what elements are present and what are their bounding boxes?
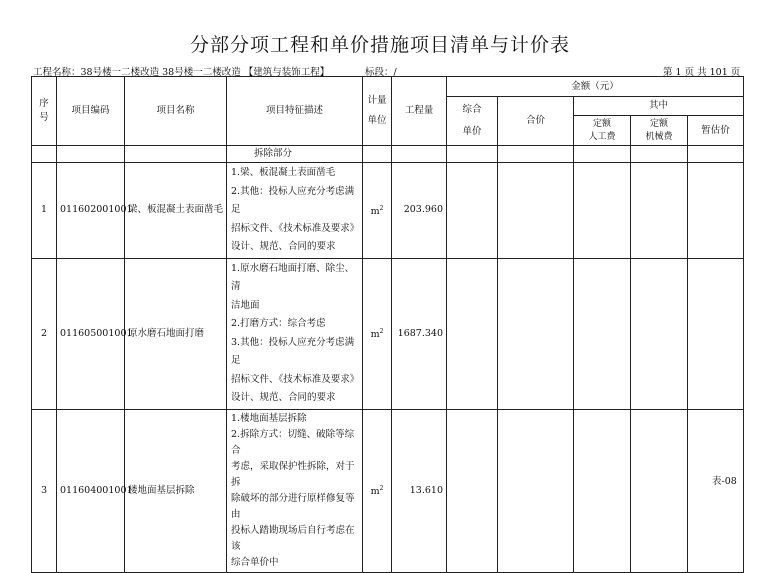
project-name: 工程名称：38号楼一二楼改造 38号楼一二楼改造 【建筑与装饰工程】 — [33, 67, 330, 78]
unit-sup: 2 — [379, 204, 384, 212]
header-row-1 — [32, 77, 744, 97]
row-name: 楼地面基层拆除 — [125, 409, 227, 572]
desc-line: 2.打磨方式：综合考虑 — [231, 318, 326, 329]
desc-line: 招标文件、《技术标准及要求》 — [231, 373, 360, 385]
header-machine-line2: 机械费 — [645, 131, 673, 142]
desc-line: 1.楼地面基层拆除 — [231, 412, 307, 424]
desc-line: 设计、规范、合同的要求 — [231, 392, 336, 403]
header-labor — [574, 116, 631, 146]
desc-line: 3.其他：投标人应充分考虑满足 — [231, 336, 355, 366]
unit-text: m — [370, 329, 380, 341]
header-labor-line2: 人工费 — [588, 131, 616, 142]
desc-line: 1.原水磨石地面打磨、除尘、清 — [231, 262, 355, 292]
header-qty: 工程量 — [392, 77, 447, 146]
header-total: 合价 — [498, 97, 574, 146]
header-code: 项目编码 — [57, 77, 125, 146]
desc-line: 设计、规范、合同的要求 — [231, 241, 336, 252]
row-desc — [227, 409, 363, 572]
row-qty: 203.960 — [392, 163, 447, 259]
header-of-which: 其中 — [574, 97, 744, 116]
section-label: 标段：/ — [365, 67, 397, 78]
desc-line: 2.其他：投标人应充分考虑满足 — [231, 185, 355, 215]
row-code: 011604001001 — [57, 409, 125, 572]
header-unit-price-line2: 单价 — [462, 126, 482, 137]
row-unit — [363, 409, 392, 572]
bill-of-quantities-table — [31, 76, 744, 573]
row-code: 011605001001 — [57, 258, 125, 409]
header-seq: 序号 — [32, 77, 57, 146]
row-unit — [363, 163, 392, 259]
table-row — [32, 409, 744, 572]
header-unit-line2: 单位 — [367, 115, 387, 126]
header-machine-line1: 定额 — [649, 118, 668, 129]
row-seq: 3 — [32, 409, 57, 572]
row-desc — [227, 163, 363, 259]
row-qty: 13.610 — [392, 409, 447, 572]
row-seq: 2 — [32, 258, 57, 409]
desc-line: 洁地面 — [231, 299, 260, 311]
desc-line: 投标人踏勘现场后自行考虑在该 — [231, 524, 355, 552]
desc-line: 1.梁、板混凝土表面凿毛 — [231, 167, 336, 178]
header-machine — [631, 116, 688, 146]
header-provisional: 暂估价 — [688, 116, 744, 146]
desc-line: 2.拆除方式：切缝、破除等综合 — [231, 428, 355, 456]
desc-line: 考虑，采取保护性拆除，对于拆 — [231, 460, 355, 488]
desc-line: 除破坏的部分进行原样修复等由 — [231, 492, 355, 520]
table-footer: 表-08 — [712, 476, 737, 487]
section-row — [32, 146, 744, 163]
row-code: 011602001001 — [57, 163, 125, 259]
header-name: 项目名称 — [125, 77, 227, 146]
unit-text: m — [370, 205, 380, 217]
header-amount: 金额（元） — [447, 77, 744, 97]
header-unit-price — [447, 97, 498, 146]
row-name: 梁、板混凝土表面凿毛 — [125, 163, 227, 259]
section-title: 拆除部分 — [227, 146, 363, 163]
header-labor-line1: 定额 — [592, 118, 611, 129]
row-seq: 1 — [32, 163, 57, 259]
row-qty: 1687.340 — [392, 258, 447, 409]
page-title: 分部分项工程和单价措施项目清单与计价表 — [189, 34, 570, 56]
desc-line: 招标文件、《技术标准及要求》 — [231, 222, 360, 234]
header-unit-price-line1: 综合 — [462, 104, 482, 115]
table-row — [32, 258, 744, 409]
page-info: 第 1 页 共 101 页 — [663, 67, 741, 78]
table-row — [32, 163, 744, 259]
unit-text: m — [370, 486, 380, 498]
desc-line: 综合单价中 — [231, 556, 279, 568]
header-desc: 项目特征描述 — [227, 77, 363, 146]
row-unit — [363, 258, 392, 409]
unit-sup: 2 — [379, 484, 384, 492]
row-desc — [227, 258, 363, 409]
header-unit-line1: 计量 — [367, 95, 387, 106]
row-name: 原水磨石地面打磨 — [125, 258, 227, 409]
unit-sup: 2 — [379, 327, 384, 335]
header-unit — [363, 77, 392, 146]
